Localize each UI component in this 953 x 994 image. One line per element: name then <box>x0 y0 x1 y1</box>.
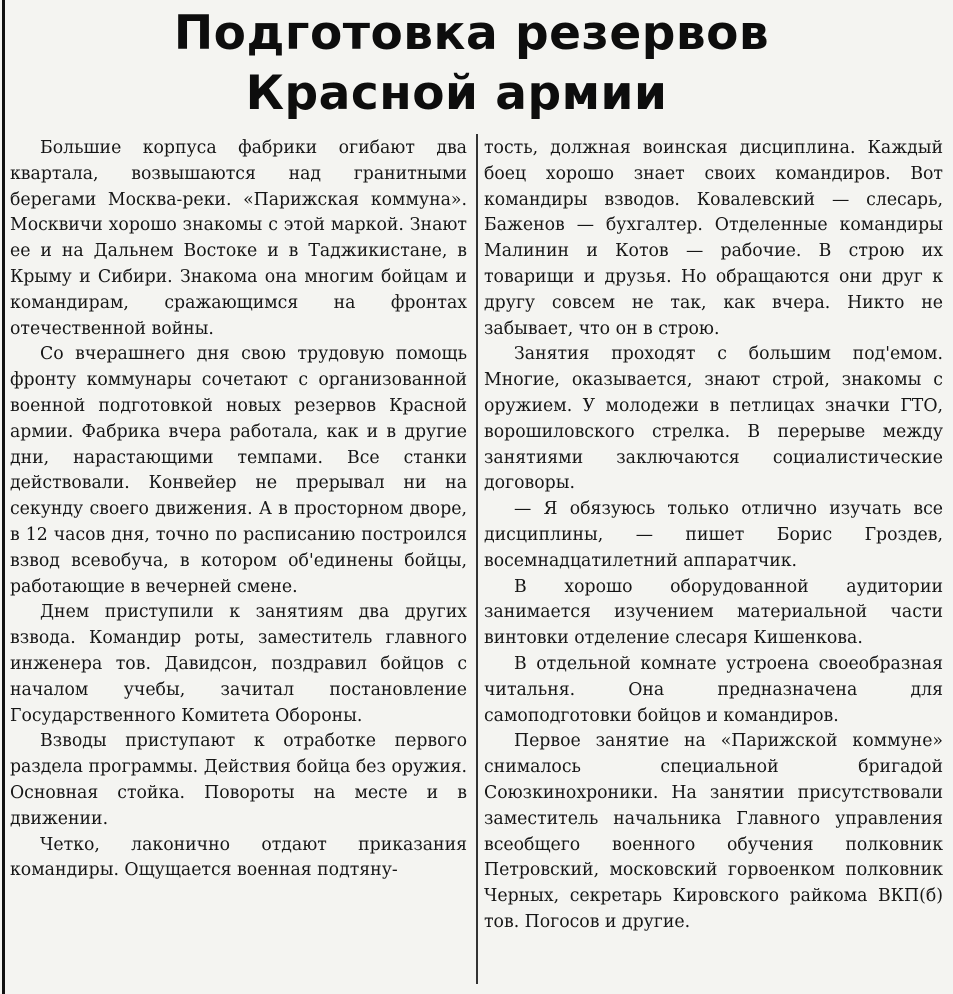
paragraph: Взводы приступают к отработке первого раздела программы. Действия бойца без оружия. Основная стойка. Повороты на месте и в движении. <box>10 731 467 829</box>
paragraph: Днем приступили к занятиям два других взвода. Командир роты, заместитель главного инженера тов. Давидсон, поздравил бойцов с началом учебы, зачитал постановление Государственного Комитета Обороны. <box>10 602 467 726</box>
paragraph: Первое занятие на «Парижской коммуне» снималось специальной бригадой Союзкинохроники. На занятии присутствовали заместитель начальника Главного управления всеобщего военного обучения полковник Петровский, московский горвоенком полковник Черных, секретарь Кировского райкома ВКП(б) тов. Погосов и другие. <box>484 731 943 932</box>
paragraph: Большие корпуса фабрики огибают два квартала, возвышаются над гранитными берегами Москва-реки. «Парижская коммуна». Москвичи хорошо знакомы с этой маркой. Знают ее и на Дальнем Востоке и в Таджикистане, в Крыму и Сибири. Знакома она многим бойцам и командирам, сражающимся на фронтах отечественной войны. <box>10 138 467 339</box>
article-headline <box>0 4 953 124</box>
column-divider <box>476 134 478 984</box>
paragraph: — Я обязуюсь только отлично изучать все дисциплины, — пишет Борис Гроздев, восемнадцатилетний аппаратчик. <box>484 499 943 571</box>
paragraph: Четко, лаконично отдают приказания командиры. Ощущается военная подтяну- <box>10 834 467 881</box>
article-column-left <box>10 136 467 884</box>
paragraph: Со вчерашнего дня свою трудовую помощь фронту коммунары сочетают с организованной военной подготовкой новых резервов Красной армии. Фабрика вчера работала, как и в другие дни, нарастающими темпами. Все станки действовали. Конвейер не прерывал ни на секунду своего движения. А в просторном дворе, в 12 часов дня, точно по расписанию построился взвод всевобуча, в котором об'единены бойцы, работающие в вечерней смене. <box>10 344 467 597</box>
paragraph: В отдельной комнате устроена своеобразная читальня. Она предназначена для самоподготовки бойцов и командиров. <box>484 653 943 726</box>
article-column-right <box>484 136 943 936</box>
paragraph: В хорошо оборудованной аудитории занимается изучением материальной части винтовки отделение слесаря Кишенкова. <box>484 576 943 649</box>
headline-line-1: Подготовка резервов <box>173 6 770 61</box>
headline-line-2: Красной армии <box>245 66 668 121</box>
paragraph: Занятия проходят с большим под'емом. Многие, оказывается, знают строй, знакомы с оружием. У молодежи в петлицах значки ГТО, ворошиловского стрелка. В перерыве между занятиями заключаются социалистические договоры. <box>484 344 943 494</box>
left-border-rule <box>2 0 5 994</box>
paragraph-continued: тость, должная воинская дисциплина. Каждый боец хорошо знает своих командиров. Вот командиры взводов. Ковалевский — слесарь, Баженов — бухгалтер. Отделенные командиры Малинин и Котов — рабочие. В строю их товарищи и друзья. Но обращаются они друг к другу совсем не так, как вчера. Никто не забывает, что он в строю. <box>484 138 943 339</box>
